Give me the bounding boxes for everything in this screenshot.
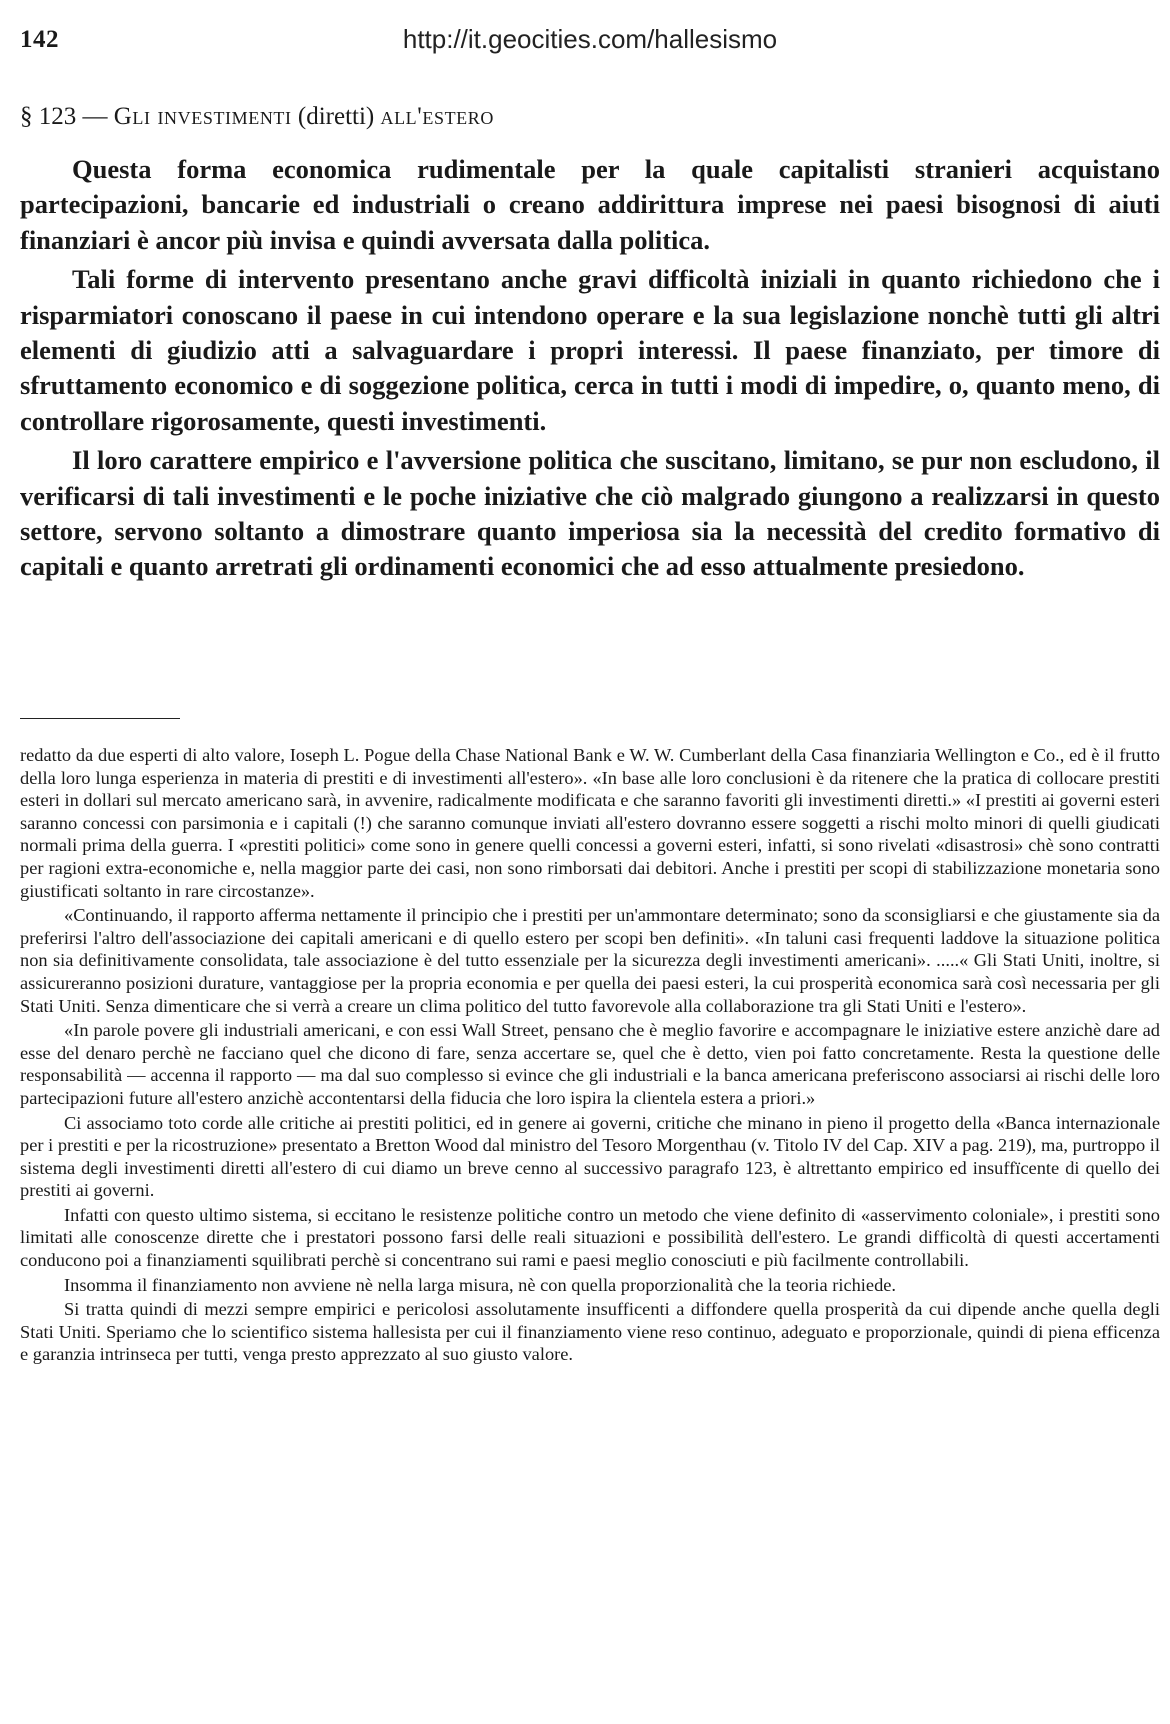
section-dash: — <box>82 103 108 130</box>
footnote-paragraph: «In parole povere gli industriali americani, e con essi Wall Street, pensano che è meglio favorire e accompagnare le iniziative estere anzichè dare ad esse del denaro perchè ne facciano quel che dicono di fare, senza accertare se, quel che è detto, vien poi fatto concretamente. Resta la questione delle responsabilità — accenna il rapporto — ma dal suo complesso si evince che gli industriali e la banca americana preferiscono associarsi ai rischi delle loro partecipazioni future all'estero anzichè accontentarsi della fiducia che loro ispira la clientela estera a priori.» <box>20 1020 1160 1108</box>
body-text <box>20 152 1160 589</box>
section-title-part2: (diretti) <box>297 103 375 130</box>
footnote-paragraph: Si tratta quindi di mezzi sempre empirici e pericolosi assolutamente insufficenti a diffondere quella prosperità da cui dipende anche quella degli Stati Uniti. Speriamo che lo scientifico sistema hallesista per cui il finanziamento viene reso continuo, adeguato e proporzionale, quindi di piena efficenza e garanzia intrinseca per tutti, venga presto apprezzato al suo giusto valore. <box>20 1299 1160 1365</box>
footnote-paragraph: Ci associamo toto corde alle critiche ai prestiti politici, ed in genere ai governi, critiche che minano in pieno il progetto della «Banca internazionale per i prestiti e per la ricostruzione» presentato a Bretton Wood dal ministro del Tesoro Morgenthau (v. Titolo IV del Cap. XIV a pag. 219), ma, purtroppo il sistema degli investimenti diretti all'estero di cui diamo un breve cenno al successivo paragrafo 123, è altrettanto empirico ed insuffïcente di quello dei prestiti ai governi. <box>20 1112 1160 1201</box>
footnote-paragraph: redatto da due esperti di alto valore, Ioseph L. Pogue della Chase National Bank e W. W. Cumberlant della Casa finanziaria Wellington e Co., ed è il frutto della loro lunga esperienza in materia di prestiti e di investimenti all'estero». «In base alle loro conclusioni è da ritenere che la pratica di collocare prestiti esteri in dollari sul mercato americano sarà, in avvenire, radicalmente modificata e che saranno favoriti gli investimenti diretti.» «I prestiti ai governi esteri saranno concessi con parsimonia e i capitali (!) che saranno comunque inviati all'estero dovranno essere soggetti a rischi molto minori di quelli giudicati normali prima della guerra. I «prestiti politici» come sono in genere quelli concessi a governi esteri, infatti, si sono rivelati «disastrosi» chè sono contratti per ragioni extra-economiche e, nella maggior parte dei casi, non sono rimborsati dai debitori. Anche i prestiti per scopi di stabilizzazione monetaria sono giustificati soltanto in rare circostanze». <box>20 745 1160 901</box>
body-paragraph: Questa forma economica rudimentale per la quale capitalisti stranieri acquistano partecipazioni, bancarie ed industriali o creano addirittura imprese nei paesi bisognosi di aiuti finanziari è ancor più invisa e quindi avversata dalla politica. <box>20 154 1160 255</box>
body-paragraph: Il loro carattere empirico e l'avversione politica che suscitano, limitano, se pur non escludono, il verificarsi di tali investimenti e le poche iniziative che ciò malgrado giungono a realizzarsi in questo settore, servono soltanto a dimostrare quanto imperiosa sia la necessità del credito formativo di capitali e quanto arretrati gli ordinamenti economici che ad esso attualmente presiedono. <box>20 445 1160 582</box>
footnote-paragraph: Insomma il finanziamento non avviene nè nella larga misura, nè con quella proporzionalità che la teoria richiede. <box>64 1274 897 1295</box>
section-heading <box>20 103 1150 131</box>
footnote-paragraph: «Continuando, il rapporto afferma nettamente il principio che i prestiti per un'ammontare determinato; sono da sconsigliarsi e che giustamente sia da preferirsi l'altro dell'associazione dei capitali americani e di quello estero per scopi ben definiti». «In taluni casi frequenti laddove la situazione politica non sia definitivamente consolidata, tale associazione è del tutto essenziale per la sicurezza degli investimenti americani». .....« Gli Stati Uniti, inoltre, si assicureranno posizioni durature, vantaggiose per la propria economia e per quella dei paesi esteri, la cui prosperità economica sarà così necessaria per gli Stati Uniti. Senza dimenticare che si verrà a creare un clima politico del tutto favorevole alla collaborazione tra gli Stati Uniti e l'estero». <box>20 905 1160 1016</box>
section-number: § 123 <box>20 103 77 130</box>
page-number: 142 <box>20 26 59 53</box>
section-title-part3: all'estero <box>380 103 494 130</box>
footnote-separator <box>20 718 180 719</box>
body-paragraph: Tali forme di intervento presentano anche gravi difficoltà iniziali in quanto richiedono che i risparmiatori conoscano il paese in cui intendono operare e la sua legislazione nonchè tutti gli altri elementi di giudizio atti a salvaguardare i propri interessi. Il paese finanziato, per timore di sfruttamento economico e di soggezione politica, cerca in tutti i modi di impedire, o, quanto meno, di controllare rigorosamente, questi investimenti. <box>20 264 1160 436</box>
footnotes <box>20 744 1160 1368</box>
footnote-paragraph: Infatti con questo ultimo sistema, si eccitano le resistenze politiche contro un metodo che viene definito di «asservimento coloniale», i prestiti sono limitati alle conoscenze dirette che i prestatori possono farsi delle reali situazioni e possibilità dell'estero. Le grandi difficoltà di questi accertamenti conducono poi a finanziamenti squilibrati perchè si concentrano sui rami e paesi meglio conosciuti e più facilmente controllabili. <box>20 1204 1160 1271</box>
header-url: http://it.geocities.com/hallesismo <box>402 24 778 54</box>
section-title-part1: Gli investimenti <box>113 103 292 130</box>
